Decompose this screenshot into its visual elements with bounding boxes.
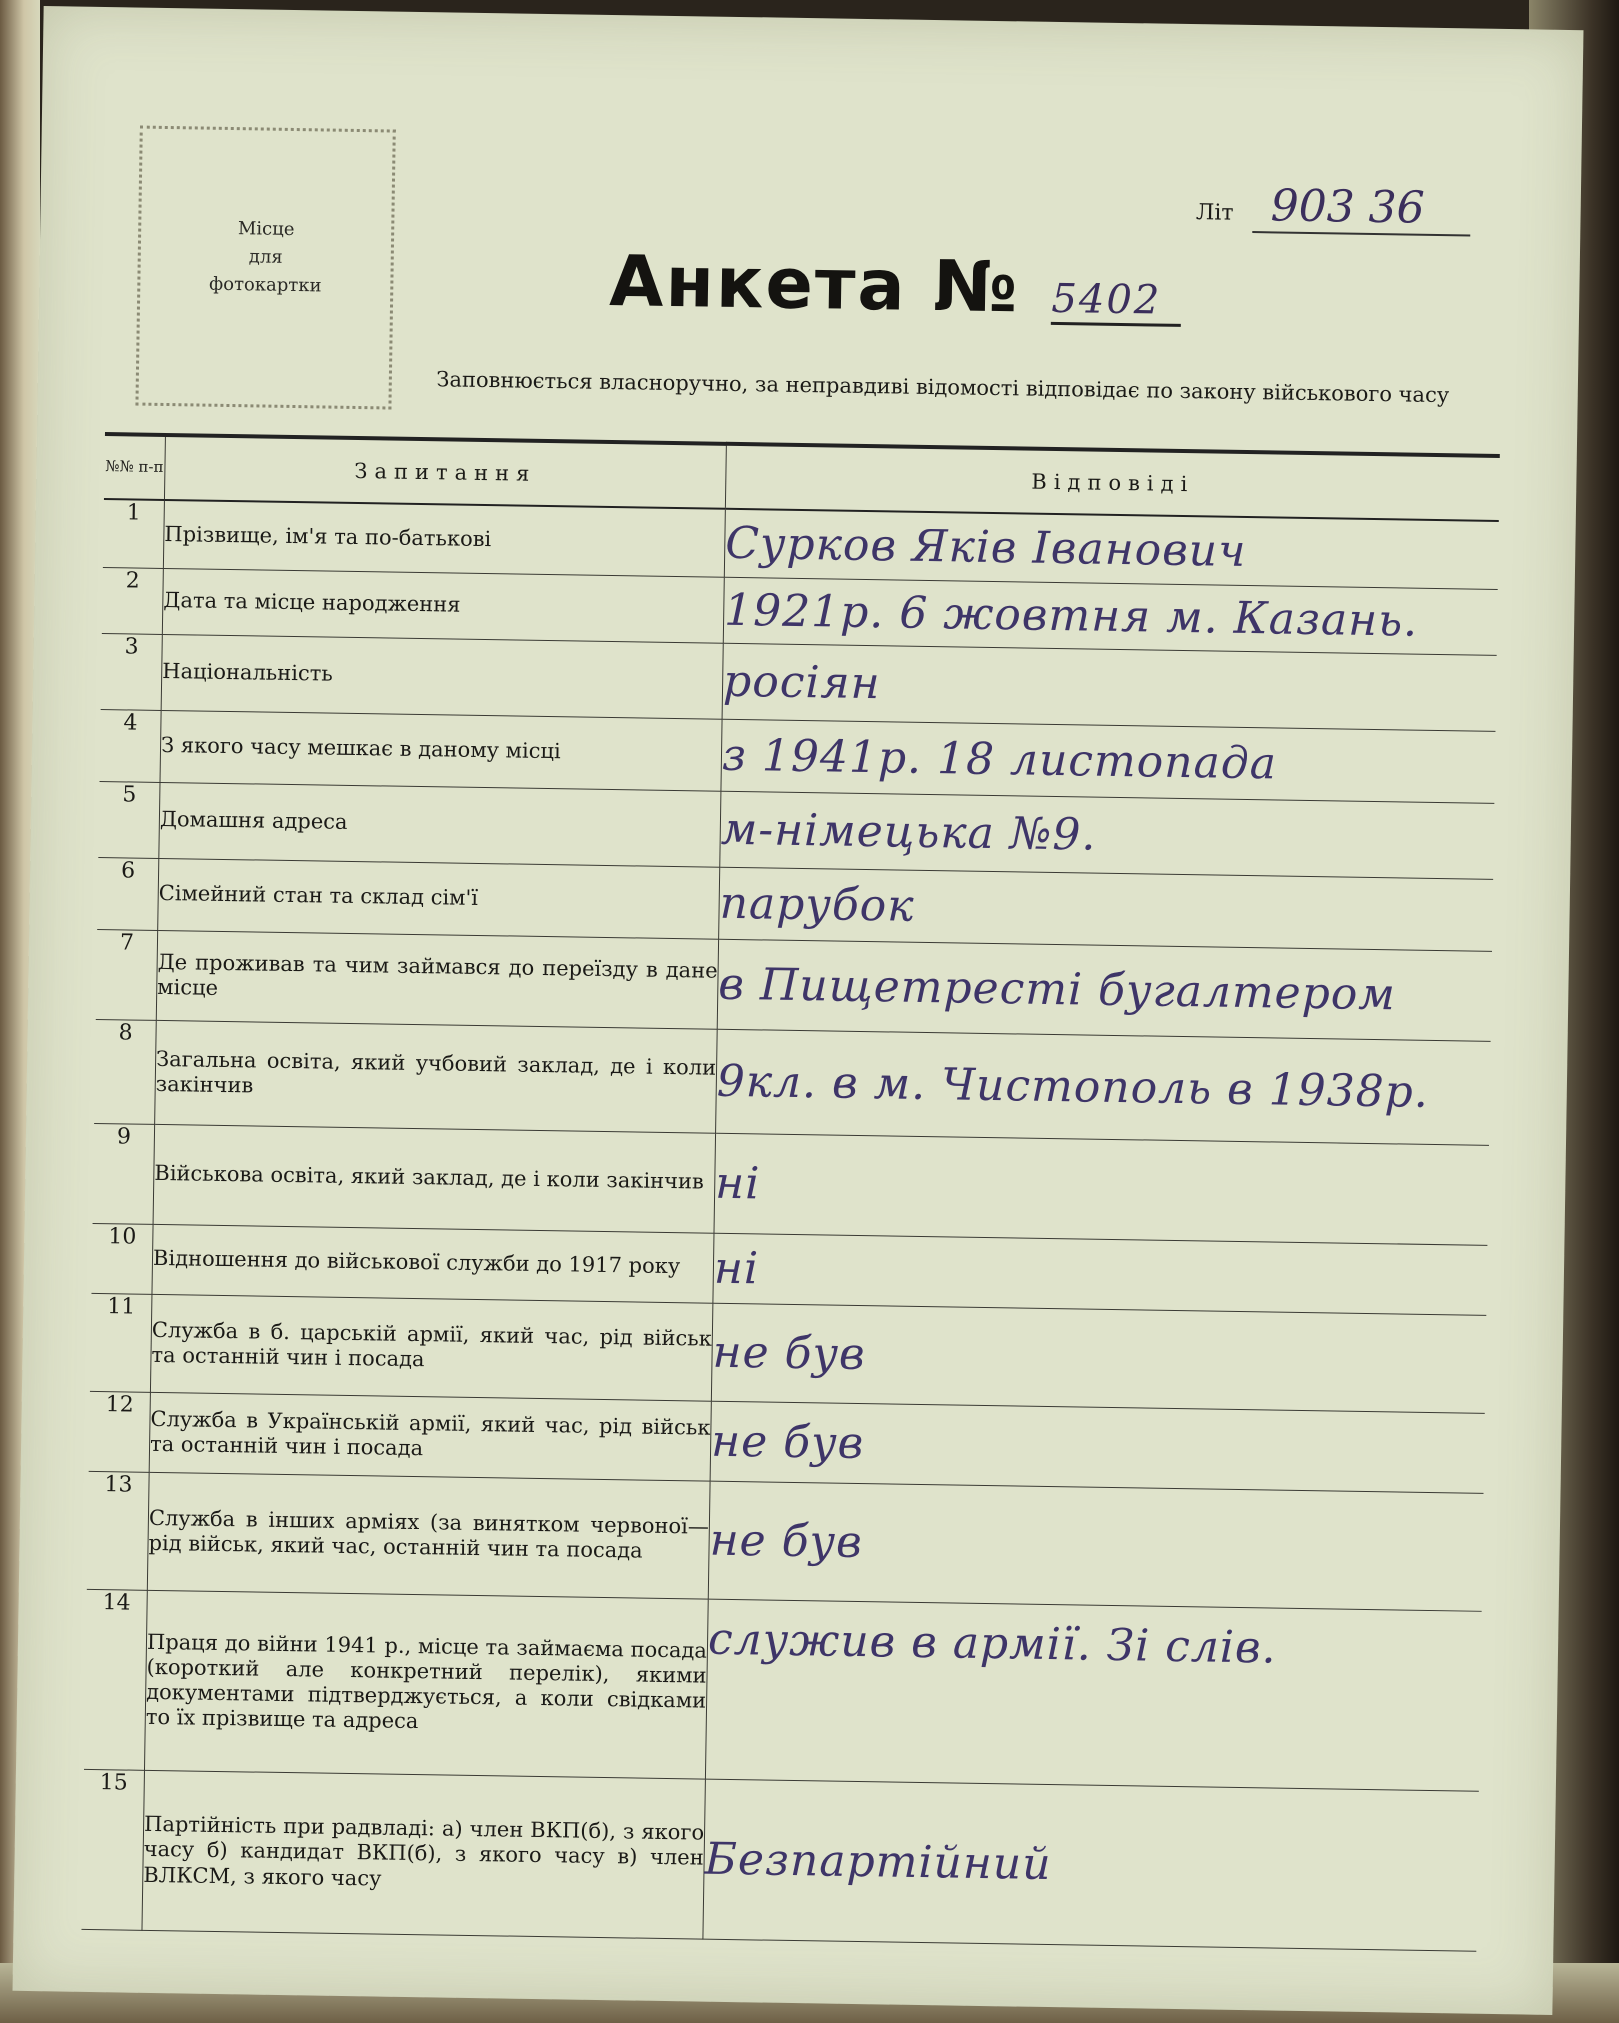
answer-text: 1921р. 6 жовтня м. Казань. [723,577,1497,655]
photo-placeholder-line: Місце [237,218,295,240]
answer-text: ні [714,1133,1489,1245]
row-number: 7 [96,929,158,1020]
column-header-number: №№ п-п [104,434,166,500]
questionnaire-table [81,432,1499,1951]
table-row [81,1769,1478,1951]
question-text: Партійність при радвладі: а) член ВКП(б), з якого часу б) кандидат ВКП(б), з якого часу в) член ВЛКСМ, з якого часу [142,1770,705,1939]
table-row [87,1471,1484,1611]
lit-label: Літ [1195,200,1234,226]
photo-placeholder [135,126,395,410]
answer-text: служив в армії. Зі слів. [705,1599,1481,1791]
row-number: 14 [84,1589,147,1770]
question-text: Де проживав та чим займався до переїзду в дане місце [156,930,718,1029]
question-text: Відношення до військової служби до 1917 року [152,1224,714,1303]
photo-placeholder-line: фотокартки [208,273,322,297]
row-number: 4 [100,709,162,782]
title-text: Анкета № [608,239,1020,329]
row-number: 10 [91,1223,153,1294]
answer-text: Безпартійний [703,1779,1479,1951]
page-title [609,240,1183,331]
row-number: 11 [90,1293,152,1392]
question-text: Військова освіта, який заклад, де і коли закінчив [153,1124,716,1233]
row-number: 13 [87,1471,149,1590]
answer-text: м-німецька №9. [720,791,1495,879]
answer-text: ні [713,1233,1488,1315]
answer-text: 9кл. в м. Чистополь в 1938р. [716,1029,1491,1145]
question-text: З якого часу мешкає в даному місці [160,710,722,791]
questionnaire-page [13,6,1584,2015]
answer-text: росіян [722,643,1497,731]
question-text: Національність [161,634,723,719]
photo-placeholder-line: для [248,246,283,268]
row-number: 9 [93,1123,155,1224]
question-text: Служба в Українській армії, який час, рід військ та останній чин і посада [149,1392,711,1481]
row-number: 8 [94,1019,156,1124]
question-text: Праця до війни 1941 р., місце та займаєма посада (короткий але конкретний перелік), якими документами підтверджується, а коли свідками то їх прізвище та адреса [144,1590,708,1779]
row-number: 3 [101,633,163,710]
question-text: Домашня адреса [159,782,721,867]
question-text: Загальна освіта, який учбовий заклад, де і коли закінчив [155,1020,718,1133]
question-text: Сімейний стан та склад сім'ї [158,858,720,939]
column-header-question: Запитання [164,435,726,509]
row-number: 2 [102,567,164,634]
table-row [84,1589,1482,1791]
answer-text: з 1941р. 18 листопада [721,719,1496,803]
question-text: Прізвище, ім'я та по-батькові [163,500,725,577]
answer-text: не був [710,1401,1485,1493]
answer-text: парубок [719,867,1494,951]
answer-text: Сурков Яків Іванович [724,509,1498,589]
question-text: Служба в інших арміях (за винятком червоної—рід військ, який час, останній чин та посада [147,1472,710,1599]
question-text: Дата та місце народження [162,568,724,643]
answer-text: не був [708,1481,1483,1611]
row-number: 15 [81,1769,144,1930]
row-number: 1 [103,499,165,568]
answer-text: в Пищетресті бугалтером [717,939,1492,1041]
column-header-answer: Відповіді [725,444,1499,521]
row-number: 6 [97,857,159,930]
row-number: 5 [98,781,160,858]
row-number: 12 [89,1391,151,1472]
question-text: Служба в б. царській армії, який час, рід військ та останній чин і посада [150,1294,712,1401]
form-number: 5402 [1051,276,1182,327]
lit-value: 903 36 [1252,180,1471,236]
answer-text: не був [711,1303,1486,1413]
lit-field [1196,179,1471,236]
instruction-note: Заповнюється власноручно, за неправдиві відомості відповідає по закону військового часу [436,367,1450,408]
